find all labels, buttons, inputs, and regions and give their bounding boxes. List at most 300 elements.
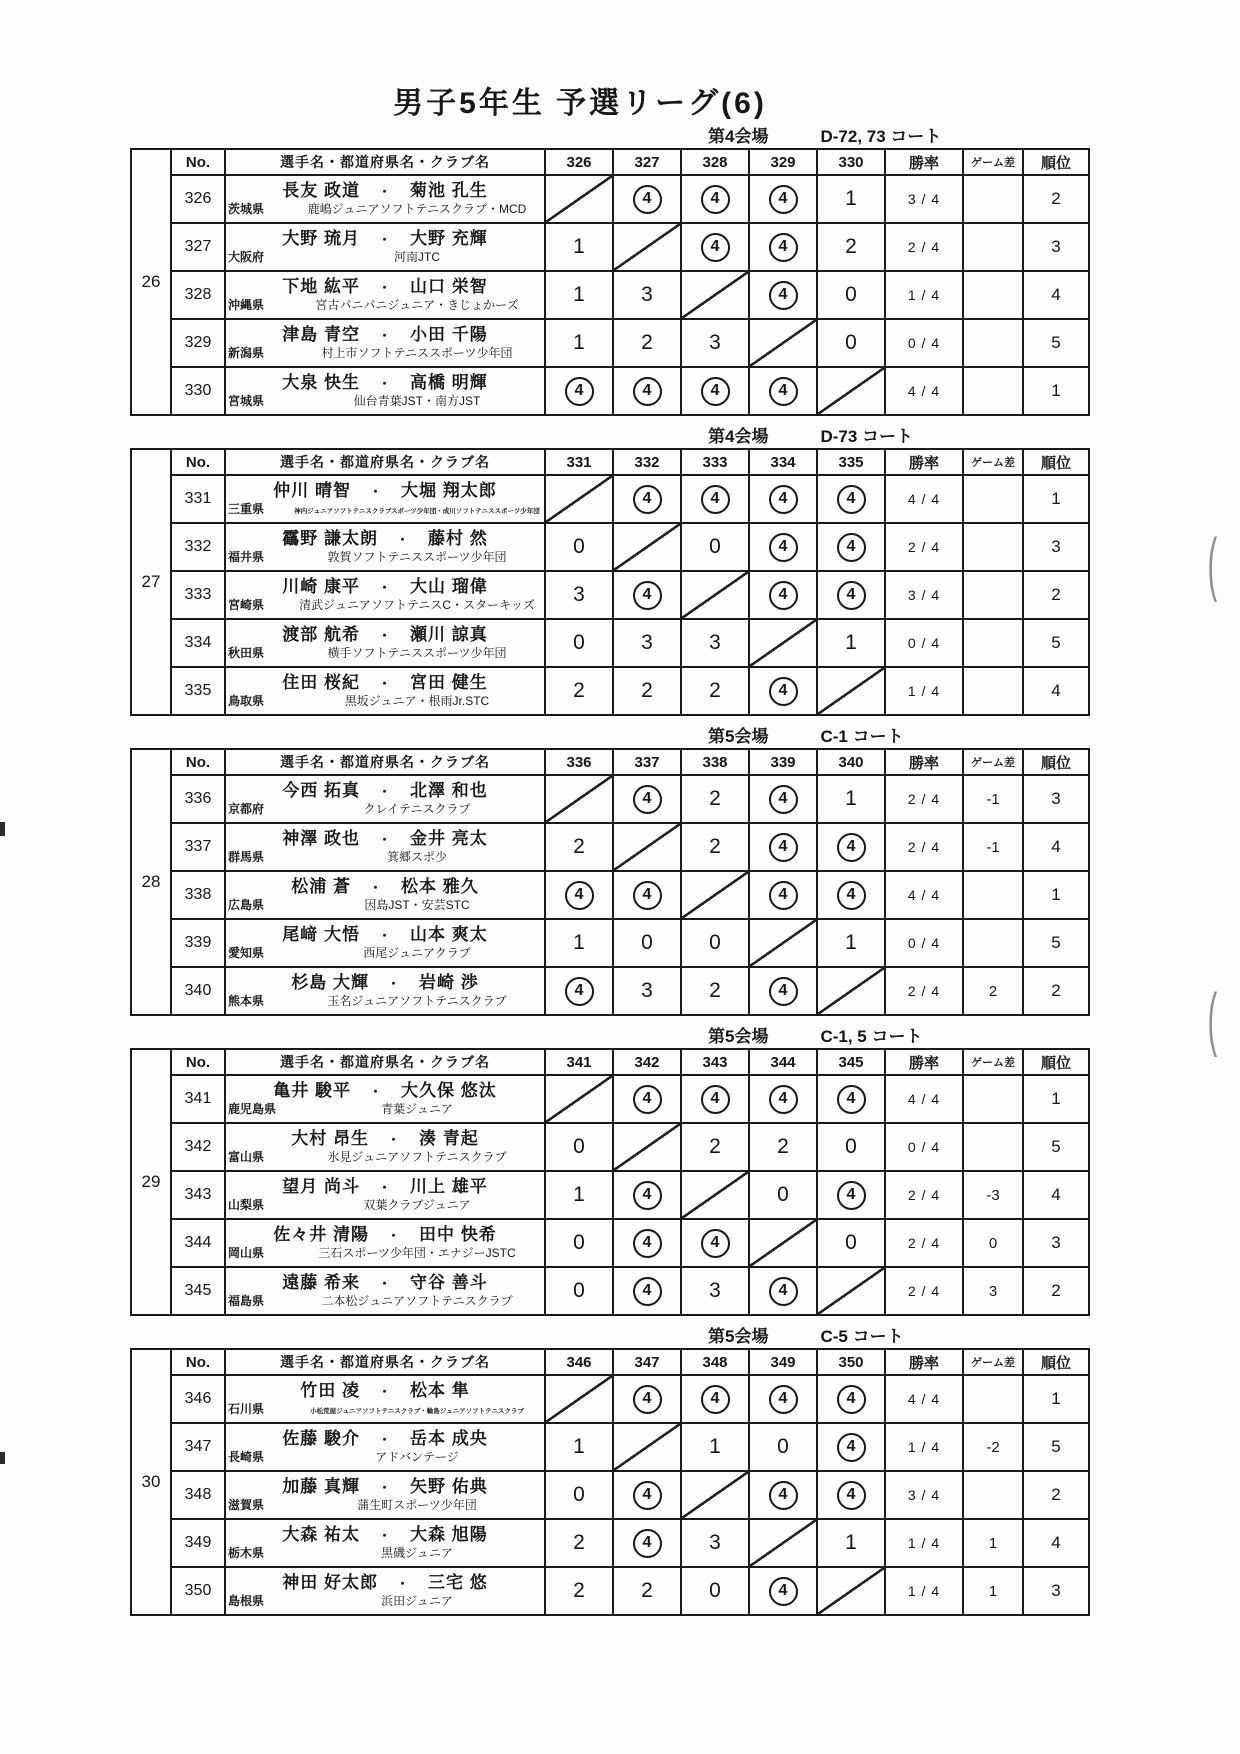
circled-score: 4 (769, 1577, 798, 1606)
prefecture-name: 滋賀県 (228, 1498, 265, 1513)
circled-score: 4 (769, 533, 798, 562)
circled-score: 4 (769, 581, 798, 610)
player-cell (225, 1375, 545, 1423)
pref-club-line (226, 802, 544, 817)
col-header-no: No. (171, 749, 225, 775)
col-header-game-diff: ゲーム差 (963, 1349, 1023, 1375)
result-cell-vs-345 (817, 1171, 885, 1219)
league-block (130, 1026, 1070, 1316)
pair-names (226, 625, 544, 645)
name-separator: ・ (377, 1431, 392, 1447)
game-diff (963, 1471, 1023, 1519)
result-cell-vs-343: 3 (681, 1267, 749, 1315)
circled-score: 4 (837, 581, 866, 610)
rank: 5 (1023, 319, 1089, 367)
league-block (130, 1326, 1070, 1616)
result-cell-vs-330: 0 (817, 319, 885, 367)
result-cell-vs-350 (817, 1375, 885, 1423)
player-number: 347 (171, 1423, 225, 1471)
circled-score: 4 (701, 1229, 730, 1258)
player-row (131, 475, 1089, 523)
result-cell-vs-331: 0 (545, 523, 613, 571)
club-name: 敦賀ソフトテニススポーツ少年団 (327, 550, 507, 565)
result-cell-vs-330: 0 (817, 271, 885, 319)
col-header-opponent-342: 342 (613, 1049, 681, 1075)
col-header-players: 選手名・都道府県名・クラブ名 (225, 449, 545, 475)
player-row (131, 619, 1089, 667)
result-cell-vs-342 (613, 1171, 681, 1219)
prefecture-name: 大阪府 (228, 250, 265, 265)
result-cell-vs-340 (817, 967, 885, 1015)
pair-names (226, 829, 544, 849)
pair-names (226, 1477, 544, 1497)
pair-names (226, 373, 544, 393)
col-header-opponent-346: 346 (545, 1349, 613, 1375)
col-header-players: 選手名・都道府県名・クラブ名 (225, 1049, 545, 1075)
league-block (130, 726, 1070, 1016)
player2-name: 北澤 和也 (410, 780, 488, 800)
win-rate: 0 / 4 (885, 319, 963, 367)
result-cell-vs-331 (545, 475, 613, 523)
result-cell-vs-332: 3 (613, 619, 681, 667)
club-name: 小松荒屋ジュニアソフトテニスクラブ・輪島ジュニアソフトテニスクラブ (310, 1408, 524, 1416)
result-cell-vs-332 (613, 475, 681, 523)
club-name: 双葉クラブジュニア (363, 1198, 471, 1213)
player1-name: 加藤 真輝 (282, 1476, 360, 1496)
rank: 5 (1023, 1423, 1089, 1471)
result-cell-vs-348 (681, 1471, 749, 1519)
prefecture-name: 岡山県 (228, 1246, 265, 1261)
player2-name: 矢野 佑典 (410, 1476, 488, 1496)
win-rate: 3 / 4 (885, 571, 963, 619)
game-diff (963, 619, 1023, 667)
result-cell-vs-343 (681, 1219, 749, 1267)
player-number: 332 (171, 523, 225, 571)
group-number: 30 (131, 1349, 171, 1615)
venue-name: 第4会場 (708, 127, 769, 146)
result-cell-vs-348: 0 (681, 1567, 749, 1615)
club-name: 青葉ジュニア (381, 1102, 453, 1117)
header-row (131, 449, 1089, 475)
win-rate: 3 / 4 (885, 175, 963, 223)
rank: 2 (1023, 1267, 1089, 1315)
player1-name: 望月 尚斗 (282, 1176, 360, 1196)
pair-names (226, 277, 544, 297)
circled-score: 4 (701, 485, 730, 514)
name-separator: ・ (377, 279, 392, 295)
player1-name: 松浦 蒼 (291, 876, 351, 896)
club-name: 仙台青葉JST・南方JST (353, 394, 481, 409)
result-cell-vs-341: 0 (545, 1123, 613, 1171)
circled-score: 4 (633, 1481, 662, 1510)
name-separator: ・ (377, 1479, 392, 1495)
col-header-game-diff: ゲーム差 (963, 1049, 1023, 1075)
circled-score: 4 (633, 881, 662, 910)
player-number: 329 (171, 319, 225, 367)
result-cell-vs-335: 1 (817, 619, 885, 667)
player-row (131, 823, 1089, 871)
col-header-opponent-339: 339 (749, 749, 817, 775)
result-cell-vs-348: 1 (681, 1423, 749, 1471)
club-name: 清武ジュニアソフトテニスC・スターキッズ (299, 598, 535, 613)
prefecture-name: 三重県 (228, 502, 265, 517)
prefecture-name: 鹿児島県 (228, 1102, 277, 1117)
club-name: 二本松ジュニアソフトテニスクラブ (321, 1294, 513, 1309)
col-header-win-rate: 勝率 (885, 449, 963, 475)
player-number: 345 (171, 1267, 225, 1315)
result-cell-vs-336 (545, 775, 613, 823)
pref-club-line (226, 502, 544, 517)
result-cell-vs-339 (749, 775, 817, 823)
result-cell-vs-327 (613, 175, 681, 223)
result-cell-vs-337: 0 (613, 919, 681, 967)
player1-name: 神田 好太郎 (282, 1572, 378, 1592)
player-row (131, 871, 1089, 919)
player-cell (225, 1519, 545, 1567)
venue-line (708, 1026, 1070, 1048)
player1-name: 渡部 航希 (282, 624, 360, 644)
club-name: アドバンテージ (375, 1450, 459, 1465)
win-rate: 4 / 4 (885, 475, 963, 523)
prefecture-name: 新潟県 (228, 346, 265, 361)
player-number: 343 (171, 1171, 225, 1219)
player2-name: 松本 雅久 (401, 876, 479, 896)
club-name: 神内ジュニアソフトテニスクラブスポーツ少年団・成川ソフトテニススポーツ少年団 (294, 508, 540, 516)
result-cell-vs-328 (681, 271, 749, 319)
player-row (131, 1171, 1089, 1219)
pair-names (226, 1081, 544, 1101)
result-cell-vs-346: 1 (545, 1423, 613, 1471)
player-number: 339 (171, 919, 225, 967)
rank: 1 (1023, 1075, 1089, 1123)
game-diff (963, 319, 1023, 367)
player1-name: 長友 政道 (282, 180, 360, 200)
prefecture-name: 栃木県 (228, 1546, 265, 1561)
player-number: 330 (171, 367, 225, 415)
pref-club-line (226, 202, 544, 217)
circled-score: 4 (565, 881, 594, 910)
pair-names (226, 1177, 544, 1197)
result-cell-vs-341 (545, 1075, 613, 1123)
prefecture-name: 鳥取県 (228, 694, 265, 709)
col-header-players: 選手名・都道府県名・クラブ名 (225, 749, 545, 775)
result-cell-vs-339 (749, 871, 817, 919)
result-cell-vs-344 (749, 1075, 817, 1123)
player2-name: 菊池 孔生 (410, 180, 488, 200)
prefecture-name: 石川県 (228, 1402, 265, 1417)
player-row (131, 1219, 1089, 1267)
name-separator: ・ (377, 231, 392, 247)
col-header-opponent-341: 341 (545, 1049, 613, 1075)
result-cell-vs-331: 3 (545, 571, 613, 619)
result-cell-vs-334 (749, 523, 817, 571)
player-row (131, 1423, 1089, 1471)
court-name: C-5 コート (820, 1327, 904, 1346)
rank: 3 (1023, 223, 1089, 271)
circled-score: 4 (633, 377, 662, 406)
rank: 1 (1023, 475, 1089, 523)
circled-score: 4 (837, 1385, 866, 1414)
win-rate: 4 / 4 (885, 1375, 963, 1423)
player-number: 340 (171, 967, 225, 1015)
result-cell-vs-327 (613, 223, 681, 271)
player1-name: 住田 桜紀 (282, 672, 360, 692)
scan-artifact-paren: ( (1207, 525, 1218, 604)
name-separator: ・ (377, 579, 392, 595)
player-row (131, 967, 1089, 1015)
result-cell-vs-338: 2 (681, 775, 749, 823)
game-diff (963, 1075, 1023, 1123)
prefecture-name: 沖縄県 (228, 298, 265, 313)
result-cell-vs-327 (613, 367, 681, 415)
result-cell-vs-347 (613, 1375, 681, 1423)
result-cell-vs-330: 1 (817, 175, 885, 223)
result-cell-vs-350 (817, 1567, 885, 1615)
prefecture-name: 秋田県 (228, 646, 265, 661)
club-name: クレイテニスクラブ (363, 802, 471, 817)
club-name: 鹿嶋ジュニアソフトテニスクラブ・MCD (307, 202, 527, 217)
col-header-opponent-340: 340 (817, 749, 885, 775)
result-cell-vs-347 (613, 1471, 681, 1519)
player-number: 348 (171, 1471, 225, 1519)
game-diff (963, 523, 1023, 571)
rank: 2 (1023, 1471, 1089, 1519)
player2-name: 大山 瑠偉 (410, 576, 488, 596)
win-rate: 2 / 4 (885, 523, 963, 571)
player-number: 334 (171, 619, 225, 667)
win-rate: 1 / 4 (885, 1567, 963, 1615)
club-name: 因島JST・安芸STC (364, 898, 470, 913)
game-diff (963, 223, 1023, 271)
game-diff: 1 (963, 1519, 1023, 1567)
player-cell (225, 775, 545, 823)
player-cell (225, 823, 545, 871)
result-cell-vs-346: 2 (545, 1567, 613, 1615)
player-number: 344 (171, 1219, 225, 1267)
circled-score: 4 (633, 1277, 662, 1306)
result-cell-vs-346: 2 (545, 1519, 613, 1567)
circled-score: 4 (769, 185, 798, 214)
pair-names (226, 673, 544, 693)
result-cell-vs-337 (613, 775, 681, 823)
rank: 2 (1023, 175, 1089, 223)
game-diff: 3 (963, 1267, 1023, 1315)
club-name: 村上市ソフトテニススポーツ少年団 (321, 346, 513, 361)
rank: 4 (1023, 667, 1089, 715)
circled-score: 4 (633, 1385, 662, 1414)
pref-club-line (226, 1594, 544, 1609)
col-header-opponent-327: 327 (613, 149, 681, 175)
game-diff (963, 367, 1023, 415)
venue-line (708, 726, 1070, 748)
result-cell-vs-344: 0 (749, 1171, 817, 1219)
win-rate: 2 / 4 (885, 775, 963, 823)
result-cell-vs-327: 3 (613, 271, 681, 319)
player1-name: 靍野 謙太朗 (282, 528, 378, 548)
venue-name: 第5会場 (708, 727, 769, 746)
result-cell-vs-343: 2 (681, 1123, 749, 1171)
result-cell-vs-348 (681, 1375, 749, 1423)
game-diff (963, 571, 1023, 619)
result-cell-vs-346 (545, 1375, 613, 1423)
pair-names (226, 1381, 544, 1401)
pair-names (226, 877, 544, 897)
result-cell-vs-347 (613, 1423, 681, 1471)
circled-score: 4 (633, 1529, 662, 1558)
circled-score: 4 (769, 1385, 798, 1414)
league-block (130, 426, 1070, 716)
name-separator: ・ (377, 675, 392, 691)
player-row (131, 271, 1089, 319)
result-cell-vs-342 (613, 1123, 681, 1171)
col-header-game-diff: ゲーム差 (963, 149, 1023, 175)
win-rate: 1 / 4 (885, 667, 963, 715)
result-cell-vs-339 (749, 967, 817, 1015)
name-separator: ・ (395, 1575, 410, 1591)
circled-score: 4 (769, 485, 798, 514)
player1-name: 大泉 快生 (282, 372, 360, 392)
player-row (131, 571, 1089, 619)
player-row (131, 667, 1089, 715)
header-row (131, 749, 1089, 775)
result-cell-vs-340: 1 (817, 919, 885, 967)
result-cell-vs-335 (817, 571, 885, 619)
result-cell-vs-332: 2 (613, 667, 681, 715)
league-table (130, 448, 1090, 716)
name-separator: ・ (386, 1227, 401, 1243)
player2-name: 大森 旭陽 (410, 1524, 488, 1544)
game-diff: -3 (963, 1171, 1023, 1219)
pref-club-line (226, 1450, 544, 1465)
league-table (130, 1348, 1090, 1616)
game-diff (963, 175, 1023, 223)
pref-club-line (226, 1102, 544, 1117)
scan-artifact-mark (0, 822, 5, 836)
circled-score: 4 (769, 785, 798, 814)
col-header-win-rate: 勝率 (885, 1049, 963, 1075)
player1-name: 今西 拓真 (282, 780, 360, 800)
player1-name: 仲川 晴智 (273, 480, 351, 500)
league-block (130, 126, 1070, 416)
venue-name: 第5会場 (708, 1327, 769, 1346)
result-cell-vs-338: 2 (681, 823, 749, 871)
prefecture-name: 福井県 (228, 550, 265, 565)
result-cell-vs-333: 0 (681, 523, 749, 571)
player2-name: 松本 隼 (410, 1380, 470, 1400)
result-cell-vs-339 (749, 919, 817, 967)
player-number: 333 (171, 571, 225, 619)
prefecture-name: 群馬県 (228, 850, 265, 865)
rank: 3 (1023, 775, 1089, 823)
rank: 2 (1023, 571, 1089, 619)
col-header-opponent-331: 331 (545, 449, 613, 475)
prefecture-name: 富山県 (228, 1150, 265, 1165)
player1-name: 神澤 政也 (282, 828, 360, 848)
player-row (131, 223, 1089, 271)
group-number: 29 (131, 1049, 171, 1315)
result-cell-vs-337 (613, 823, 681, 871)
circled-score: 4 (769, 377, 798, 406)
game-diff (963, 871, 1023, 919)
pair-names (226, 1573, 544, 1593)
pref-club-line (226, 598, 544, 613)
pref-club-line (226, 994, 544, 1009)
player-cell (225, 523, 545, 571)
win-rate: 3 / 4 (885, 1471, 963, 1519)
player-number: 326 (171, 175, 225, 223)
circled-score: 4 (701, 185, 730, 214)
prefecture-name: 宮城県 (228, 394, 265, 409)
player2-name: 岩崎 渉 (419, 972, 479, 992)
win-rate: 4 / 4 (885, 367, 963, 415)
col-header-no: No. (171, 449, 225, 475)
pair-names (226, 1429, 544, 1449)
circled-score: 4 (837, 485, 866, 514)
result-cell-vs-349 (749, 1519, 817, 1567)
win-rate: 4 / 4 (885, 871, 963, 919)
court-name: D-72, 73 コート (820, 127, 942, 146)
circled-score: 4 (837, 1481, 866, 1510)
pair-names (226, 529, 544, 549)
circled-score: 4 (837, 533, 866, 562)
result-cell-vs-331: 2 (545, 667, 613, 715)
player2-name: 守谷 善斗 (410, 1272, 488, 1292)
player1-name: 佐々井 清陽 (273, 1224, 369, 1244)
circled-score: 4 (701, 1085, 730, 1114)
win-rate: 1 / 4 (885, 1519, 963, 1567)
game-diff: -2 (963, 1423, 1023, 1471)
col-header-opponent-337: 337 (613, 749, 681, 775)
col-header-rank: 順位 (1023, 1049, 1089, 1075)
result-cell-vs-349: 0 (749, 1423, 817, 1471)
player-number: 331 (171, 475, 225, 523)
circled-score: 4 (769, 833, 798, 862)
col-header-opponent-332: 332 (613, 449, 681, 475)
col-header-win-rate: 勝率 (885, 749, 963, 775)
col-header-opponent-329: 329 (749, 149, 817, 175)
pref-club-line (226, 346, 544, 361)
result-cell-vs-334 (749, 475, 817, 523)
circled-score: 4 (633, 185, 662, 214)
col-header-no: No. (171, 1349, 225, 1375)
player-cell (225, 619, 545, 667)
game-diff: 2 (963, 967, 1023, 1015)
result-cell-vs-327: 2 (613, 319, 681, 367)
pair-names (226, 577, 544, 597)
col-header-rank: 順位 (1023, 149, 1089, 175)
circled-score: 4 (769, 977, 798, 1006)
win-rate: 2 / 4 (885, 823, 963, 871)
rank: 2 (1023, 967, 1089, 1015)
result-cell-vs-340 (817, 871, 885, 919)
player2-name: 藤村 然 (428, 528, 488, 548)
player-number: 327 (171, 223, 225, 271)
court-name: D-73 コート (820, 427, 914, 446)
col-header-opponent-343: 343 (681, 1049, 749, 1075)
result-cell-vs-328 (681, 175, 749, 223)
result-cell-vs-329 (749, 175, 817, 223)
player-cell (225, 667, 545, 715)
club-name: 蒲生町スポーツ少年団 (357, 1498, 477, 1513)
col-header-win-rate: 勝率 (885, 1349, 963, 1375)
result-cell-vs-349 (749, 1471, 817, 1519)
col-header-opponent-350: 350 (817, 1349, 885, 1375)
rank: 4 (1023, 823, 1089, 871)
header-row (131, 149, 1089, 175)
club-name: 西尾ジュニアクラブ (363, 946, 471, 961)
win-rate: 2 / 4 (885, 1219, 963, 1267)
result-cell-vs-338: 0 (681, 919, 749, 967)
